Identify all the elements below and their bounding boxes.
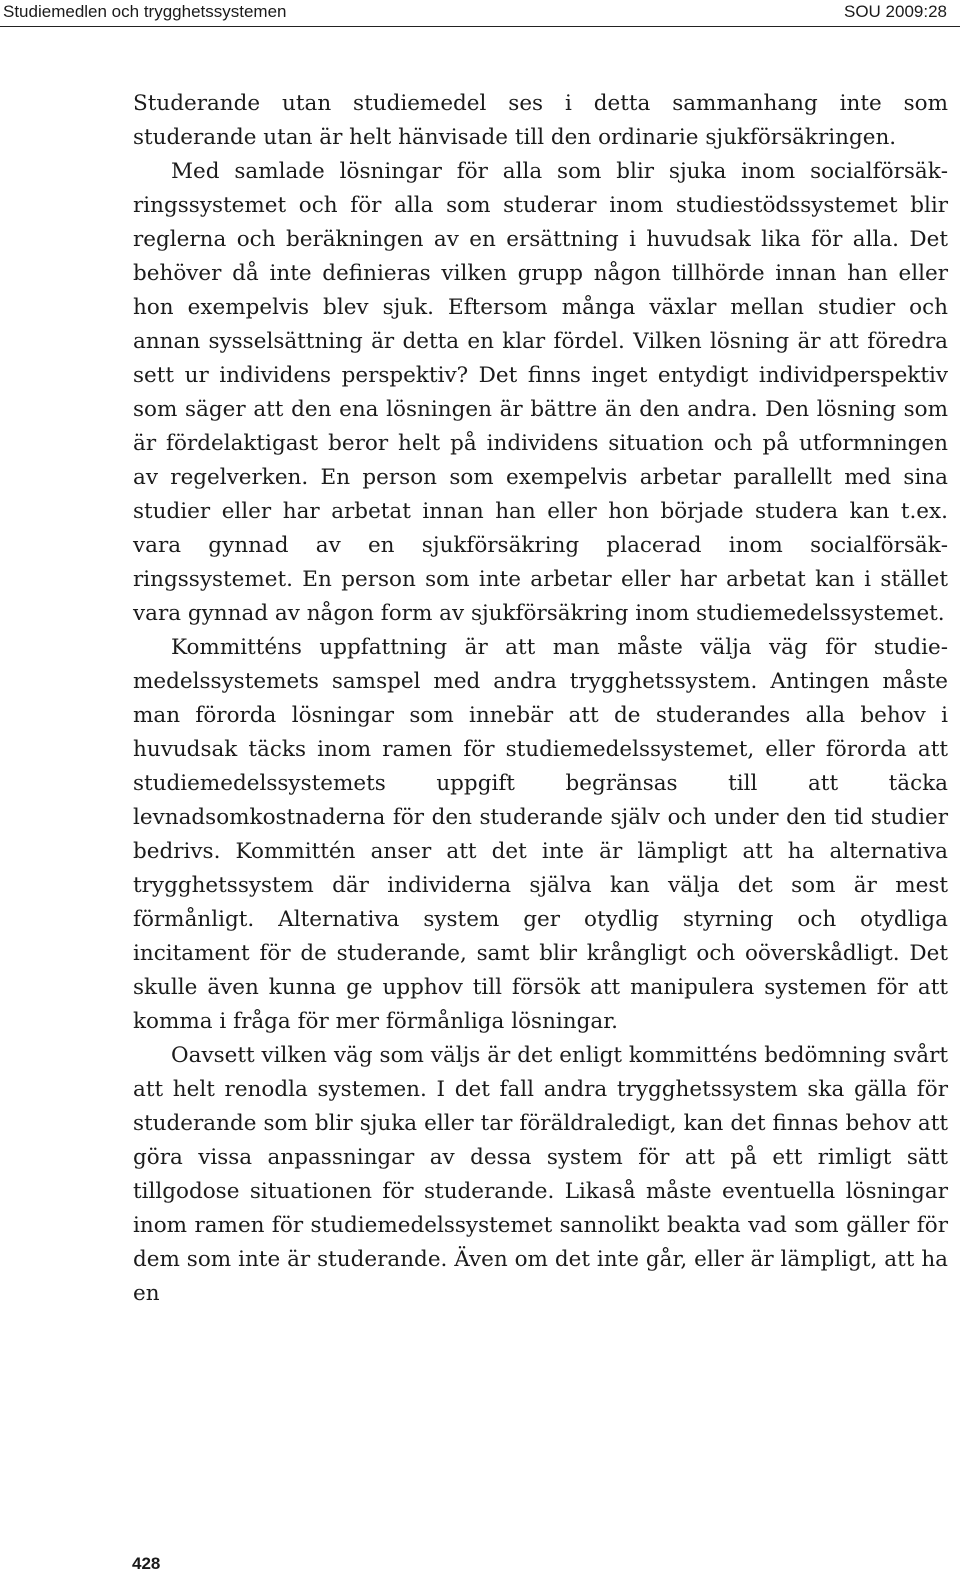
header-chapter-title: Studiemedlen och trygghetssystemen (3, 2, 287, 21)
page-number: 428 (132, 1554, 161, 1573)
running-header (0, 0, 960, 27)
paragraph: Kommitténs uppfattning är att man måste välja väg för studiemedelssystemets samspel med andra trygghetssystem. Antingen måste man förorda lösningar som innebär att de studerandes alla behov i huvudsak täcks inom ramen för studiemedelssystemet, eller förorda att studiemedelssystemets uppgift begränsas till att täcka levnadsomkostnaderna för den studerande själv och under den tid studier bedrivs. Kommittén anser att det inte är lämpligt att ha alternativa trygghetssystem där individerna själva kan välja det som är mest förmånligt. Alternativa system ger otydlig styrning och otydliga incitament för de studerande, samt blir krångligt och oöverskådligt. Det skulle även kunna ge upphov till försök att manipulera systemen för att komma i fråga för mer förmånliga lösningar. (133, 635, 948, 1034)
body-text (133, 87, 948, 1311)
paragraph: Studerande utan studiemedel ses i detta sammanhang inte som studerande utan är helt hänvisade till den ordinarie sjukförsäkringen. (133, 91, 948, 150)
paragraph: Oavsett vilken väg som väljs är det enligt kommitténs bedömning svårt att helt renodla systemen. I det fall andra trygghetssystem ska gälla för studerande som blir sjuka eller tar föräldraledigt, kan det finnas behov att göra vissa anpassningar av dessa system för att på ett rimligt sätt tillgodose situationen för studerande. Likaså måste eventuella lösningar inom ramen för studiemedelssystemet sannolikt beakta vad som gäller för dem som inte är studerande. Även om det inte går, eller är lämpligt, att ha en (133, 1043, 948, 1306)
paragraph: Med samlade lösningar för alla som blir sjuka inom socialförsäkringssystemet och för alla som studerar inom studiestödssystemet blir reglerna och beräkningen av en ersättning i huvudsak lika för alla. Det behöver då inte definieras vilken grupp någon tillhörde innan han eller hon exempelvis blev sjuk. Eftersom många växlar mellan studier och annan sysselsättning är detta en klar fördel. Vilken lösning är att föredra sett ur individens perspektiv? Det finns inget entydigt individperspektiv som säger att den ena lösningen är bättre än den andra. Den lösning som är fördelaktigast beror helt på individens situation och på utformningen av regelverken. En person som exempelvis arbetar parallellt med sina studier eller har arbetat innan han eller hon började studera kan t.ex. vara gynnad av en sjukförsäkring placerad inom socialförsäkringssystemet. En person som inte arbetar eller har arbetat kan i stället vara gynnad av någon form av sjukförsäkring inom studiemedelssystemet. (133, 159, 948, 626)
header-report-id: SOU 2009:28 (843, 2, 947, 21)
